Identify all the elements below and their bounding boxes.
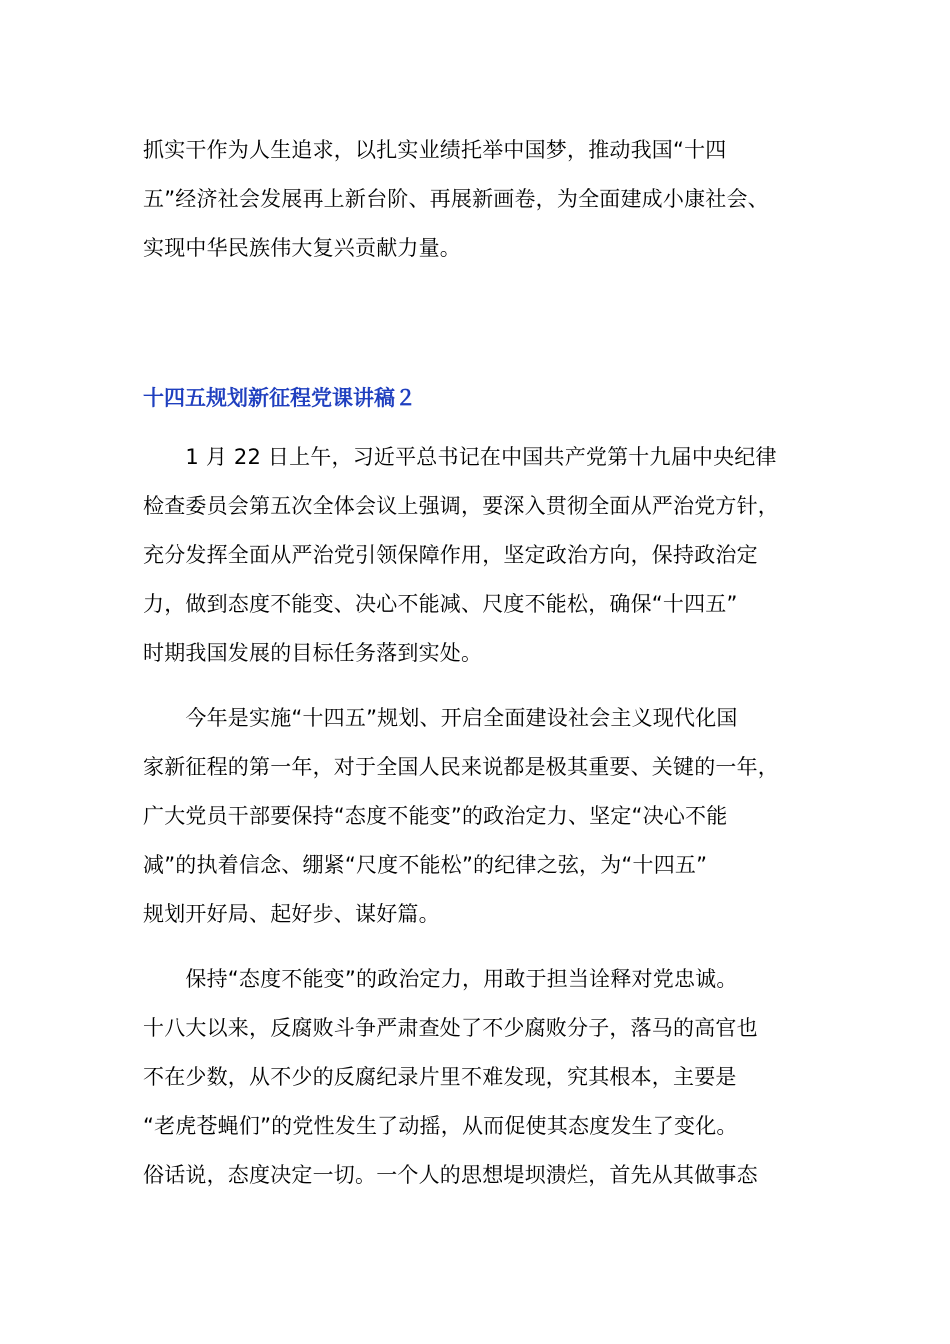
paragraph-line: 时期我国发展的目标任务落到实处。 xyxy=(143,641,483,665)
paragraph-line: 检查委员会第五次全体会议上强调，要深入贯彻全面从严治党方针， xyxy=(143,494,779,518)
paragraph-line: 今年是实施“十四五”规划、开启全面建设社会主义现代化国 xyxy=(143,706,738,730)
paragraph-line: 抓实干作为人生追求，以扎实业绩托举中国梦，推动我国“十四 xyxy=(143,138,727,162)
paragraph-line: 家新征程的第一年，对于全国人民来说都是极其重要、关键的一年， xyxy=(143,755,779,779)
paragraph-line: 力，做到态度不能变、决心不能减、尺度不能松，确保“十四五” xyxy=(143,592,738,616)
paragraph-line: 保持“态度不能变”的政治定力，用敢于担当诠释对党忠诚。 xyxy=(143,967,738,991)
body-paragraph-1 xyxy=(143,433,808,678)
section-heading: 十四五规划新征程党课讲稿２ xyxy=(143,386,416,410)
paragraph-line: 实现中华民族伟大复兴贡献力量。 xyxy=(143,236,461,260)
paragraph-line: 十八大以来，反腐败斗争严肃查处了不少腐败分子，落马的高官也 xyxy=(143,1016,758,1040)
body-paragraph-3 xyxy=(143,955,808,1200)
paragraph-line: 俗话说，态度决定一切。一个人的思想堤坝溃烂，首先从其做事态 xyxy=(143,1163,758,1187)
paragraph-line: 1 月 22 日上午，习近平总书记在中国共产党第十九届中央纪律 xyxy=(143,445,777,469)
paragraph-line: 不在少数，从不少的反腐纪录片里不难发现，究其根本，主要是 xyxy=(143,1065,737,1089)
paragraph-line: 广大党员干部要保持“态度不能变”的政治定力、坚定“决心不能 xyxy=(143,804,728,828)
paragraph-line: 五”经济社会发展再上新台阶、再展新画卷，为全面建成小康社会、 xyxy=(143,187,769,211)
paragraph-line: “老虎苍蝇们”的党性发生了动摇，从而促使其态度发生了变化。 xyxy=(143,1114,738,1138)
paragraph-line: 充分发挥全面从严治党引领保障作用，坚定政治方向，保持政治定 xyxy=(143,543,758,567)
paragraph-line: 减”的执着信念、绷紧“尺度不能松”的纪律之弦，为“十四五” xyxy=(143,853,708,877)
intro-paragraph xyxy=(143,126,808,273)
body-paragraph-2 xyxy=(143,694,808,939)
paragraph-line: 规划开好局、起好步、谋好篇。 xyxy=(143,902,440,926)
